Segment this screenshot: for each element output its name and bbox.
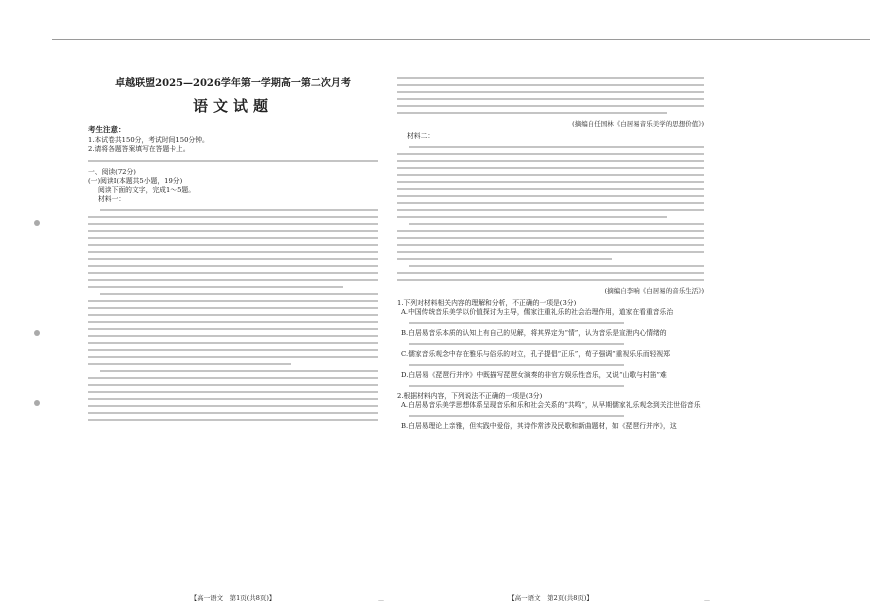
instruction: 阅读下面的文字，完成1～5题。 <box>98 186 196 194</box>
source-citation: (摘编自任国林《白居易音乐美学的思想价值》) <box>572 120 704 128</box>
passage-text <box>397 146 704 281</box>
exam-title: 卓越联盟2025—2026学年第一学期高一第二次月考 <box>115 78 351 89</box>
notice-item: 2.请将各题答案填写在答题卡上。 <box>88 145 190 153</box>
divider <box>88 160 378 162</box>
page-footer: 【高一语文 第2页(共8页)】 <box>508 594 593 602</box>
page-mark: — <box>378 597 384 604</box>
material-label: 材料一： <box>98 195 126 203</box>
answer-option: A.中国传统音乐美学以价值探讨为主导，儒家注重礼乐的社会治理作用，道家在看重音乐治 <box>401 308 674 316</box>
top-rule <box>52 39 870 40</box>
page-left <box>88 72 384 604</box>
source-citation: (摘编自李响《白居易的音乐生活》) <box>604 287 704 295</box>
option-continued <box>409 322 624 324</box>
passage-text <box>397 77 704 114</box>
answer-option: D.白居易《琵琶行并序》中既描写琵琶女演奏的非官方娱乐性音乐，又说“山歌与村笛”难 <box>401 371 667 379</box>
binding-hole <box>34 330 40 336</box>
section-heading: 一、阅读(72分) <box>88 168 136 176</box>
page-footer: 【高一语文 第1页(共8页)】 <box>190 594 276 602</box>
material-label: 材料二： <box>407 132 435 140</box>
notice-item: 1.本试卷共150分，考试时间150分钟。 <box>88 136 209 144</box>
subsection-heading: (一)阅读Ⅰ(本题共5小题，19分) <box>88 177 183 185</box>
binding-margin <box>34 70 42 590</box>
option-continued <box>409 415 624 417</box>
answer-option: B.白居易音乐本质的认知上有自己的见解，将其界定为“情”，认为音乐是宣泄内心情绪的 <box>401 329 667 337</box>
answer-option: C.儒家音乐观念中存在雅乐与俗乐的对立，孔子提倡“正乐”，荀子强调“重视乐乐而轻视郑 <box>401 350 671 358</box>
passage-text <box>88 209 378 421</box>
notice-heading: 考生注意： <box>88 125 126 134</box>
page-right <box>397 72 710 604</box>
option-continued <box>409 364 624 366</box>
answer-option: B.白居易理论上亲雅，但实践中爱俗，其诗作常涉及民歌和新曲题材，如《琵琶行并序》，这 <box>401 422 677 430</box>
question: 1.下列对材料相关内容的理解和分析，不正确的一项是(3分) <box>397 299 577 307</box>
subject-title: 语文试题 <box>192 97 273 115</box>
option-continued <box>409 343 624 345</box>
answer-option: A.白居易音乐美学思想体系呈现音乐和乐和社会关系的“共鸣”，从早期儒家礼乐观念到关注世俗音乐 <box>401 401 701 409</box>
question: 2.根据材料内容，下列说法不正确的一项是(3分) <box>397 392 543 400</box>
binding-hole <box>34 400 40 406</box>
binding-hole <box>34 220 40 226</box>
page-mark: — <box>704 597 710 604</box>
option-continued <box>409 385 624 387</box>
